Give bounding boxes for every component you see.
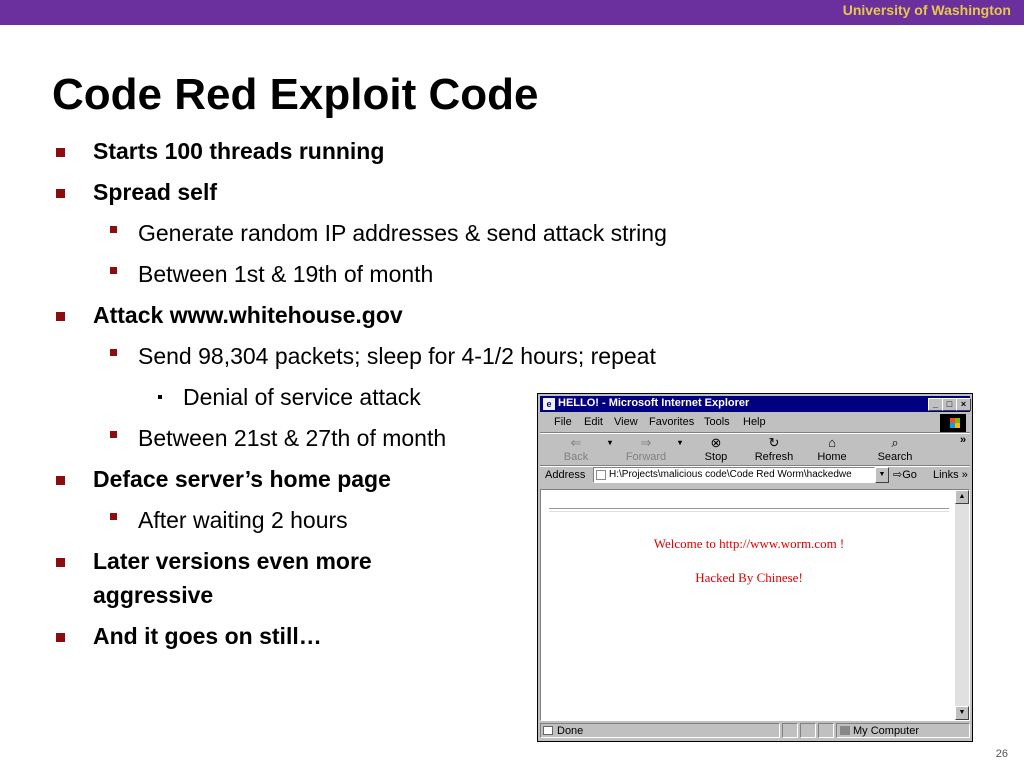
bullet-level1: Starts 100 threads running xyxy=(93,138,385,164)
refresh-button[interactable]: ↻ Refresh xyxy=(754,435,794,463)
status-done: Done xyxy=(540,723,780,738)
toolbar-more-chevron-icon[interactable]: » xyxy=(960,434,967,446)
bullet-marker xyxy=(110,513,117,520)
bullet-marker xyxy=(56,476,65,485)
bullet-level2: Send 98,304 packets; sleep for 4-1/2 hours; repeat xyxy=(138,343,656,369)
stop-button[interactable]: ⊗ Stop xyxy=(704,435,728,463)
maximize-icon[interactable]: □ xyxy=(942,398,957,411)
slide-title: Code Red Exploit Code xyxy=(52,70,539,119)
welcome-text: Welcome to http://www.worm.com ! xyxy=(653,536,845,551)
stop-icon: ⊗ xyxy=(710,435,722,450)
browser-window xyxy=(537,393,973,742)
forward-dropdown-icon[interactable]: ▾ xyxy=(678,438,683,447)
bullet-marker xyxy=(56,148,65,157)
horizontal-rule xyxy=(549,508,949,512)
search-icon: ⌕ xyxy=(891,435,899,450)
bullet-marker xyxy=(158,395,162,399)
minimize-icon[interactable]: _ xyxy=(928,398,943,411)
menu-bar xyxy=(540,414,970,432)
address-label: Address xyxy=(545,469,586,481)
search-button[interactable]: ⌕ Search xyxy=(877,435,913,463)
status-zone: My Computer xyxy=(836,723,970,738)
scroll-down-icon[interactable]: ▼ xyxy=(955,706,969,720)
browser-title: HELLO! - Microsoft Internet Explorer xyxy=(558,397,750,409)
menu-view[interactable]: View xyxy=(614,416,638,428)
computer-icon xyxy=(840,726,850,735)
menu-tools[interactable]: Tools xyxy=(704,416,730,428)
bullet-marker xyxy=(56,558,65,567)
menu-help[interactable]: Help xyxy=(743,416,766,428)
status-bar xyxy=(540,723,970,739)
bullet-level2: Between 1st & 19th of month xyxy=(138,261,434,287)
forward-arrow-icon: ⇒ xyxy=(640,435,652,450)
bullet-level2: After waiting 2 hours xyxy=(138,507,348,533)
home-button[interactable]: ⌂ Home xyxy=(817,435,847,463)
bullet-marker xyxy=(110,226,117,233)
org-name: University of Washington xyxy=(842,2,1011,18)
windows-logo-icon xyxy=(940,414,966,432)
menu-file[interactable]: File xyxy=(554,416,572,428)
bullet-level3: Denial of service attack xyxy=(183,384,421,410)
bullet-level1: And it goes on still… xyxy=(93,623,322,649)
links-button[interactable]: Links » xyxy=(933,469,968,481)
address-value: H:\Projects\malicious code\Code Red Worm\hackedwe xyxy=(609,469,852,480)
go-button[interactable]: ⇨Go xyxy=(893,469,917,481)
vertical-scrollbar[interactable] xyxy=(955,490,969,720)
bullet-marker xyxy=(110,431,117,438)
bullet-level1: Attack www.whitehouse.gov xyxy=(93,302,403,328)
browser-titlebar[interactable] xyxy=(540,396,970,412)
hacked-text: Hacked By Chinese! xyxy=(695,570,803,585)
back-button[interactable]: ⇐ Back xyxy=(563,435,589,463)
menu-edit[interactable]: Edit xyxy=(584,416,603,428)
menu-favorites[interactable]: Favorites xyxy=(649,416,695,428)
bullet-marker xyxy=(56,633,65,642)
address-input[interactable] xyxy=(593,467,875,483)
close-icon[interactable]: × xyxy=(956,398,971,411)
bullet-marker xyxy=(56,189,65,198)
status-cell xyxy=(800,723,816,738)
scroll-up-icon[interactable]: ▲ xyxy=(955,490,969,504)
page-content xyxy=(540,489,970,721)
ie-icon: e xyxy=(543,398,555,410)
bullet-marker xyxy=(110,267,117,274)
page-icon xyxy=(543,726,553,735)
bullet-level1: Deface server’s home page xyxy=(93,466,391,492)
back-dropdown-icon[interactable]: ▾ xyxy=(608,438,613,447)
header-bar xyxy=(0,0,1024,25)
home-icon: ⌂ xyxy=(828,435,836,450)
back-arrow-icon: ⇐ xyxy=(570,435,582,450)
bullet-level2: Generate random IP addresses & send attack string xyxy=(138,220,667,246)
status-cell xyxy=(818,723,834,738)
toolbar xyxy=(540,434,970,466)
bullet-marker xyxy=(56,312,65,321)
page-icon xyxy=(596,470,606,480)
bullet-level1: Later versions even more xyxy=(93,548,372,574)
refresh-icon: ↻ xyxy=(768,435,780,450)
bullet-level2: Between 21st & 27th of month xyxy=(138,425,447,451)
address-bar xyxy=(540,466,970,486)
page-number: 26 xyxy=(995,748,1008,760)
forward-button[interactable]: ⇒ Forward xyxy=(625,435,667,463)
bullet-marker xyxy=(110,349,117,356)
bullet-level1-continued: aggressive xyxy=(93,582,214,608)
bullet-level1: Spread self xyxy=(93,179,217,205)
status-cell xyxy=(782,723,798,738)
address-dropdown-icon[interactable]: ▼ xyxy=(875,467,889,483)
